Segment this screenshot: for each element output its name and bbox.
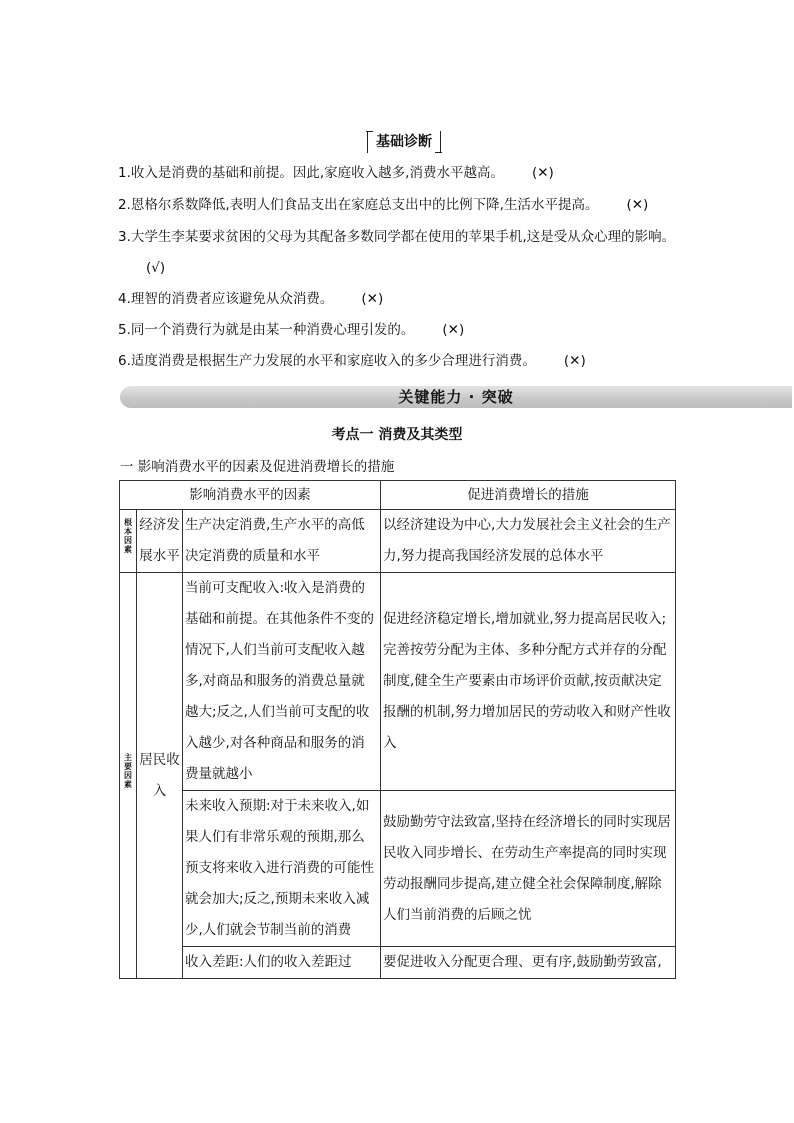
factor-description: 生产决定消费,生产水平的高低决定消费的质量和水平 — [183, 510, 381, 573]
diagnostic-item-3: 3.大学生李某要求贫困的父母为其配备多数同学都在使用的苹果手机,这是受从众心理的影响。(√) — [118, 229, 676, 276]
diagnostic-item-1: 1.收入是消费的基础和前提。因此,家庭收入越多,消费水平越高。 (✕) — [118, 165, 554, 181]
measure-description: 要促进收入分配更合理、更有序,鼓励勤劳致富, — [381, 947, 676, 979]
factors-table — [119, 480, 676, 979]
factor-description: 当前可支配收入:收入是消费的基础和前提。在其他条件不变的情况下,人们当前可支配收入越多,对商品和服务的消费总量就越大;反之,人们当前可支配的收入越少,对各种商品和服务的消费量就越小 — [183, 573, 381, 791]
answer-mark: (✕) — [626, 197, 649, 213]
table-row — [120, 947, 676, 979]
topic-heading: 考点一 消费及其类型 — [331, 427, 463, 443]
factor-economic-level: 经济发展水平 — [137, 510, 183, 573]
factor-income: 居民收入 — [137, 573, 183, 979]
section-label: 基础诊断 — [367, 131, 441, 153]
table-header-row — [120, 481, 676, 510]
answer-mark: (✕) — [531, 165, 554, 181]
measure-description: 促进经济稳定增长,增加就业,努力提高居民收入;完善按劳分配为主体、多种分配方式并存的分配制度,健全生产要素由市场评价贡献,按贡献决定报酬的机制,努力增加居民的劳动收入和财产性收入 — [381, 573, 676, 791]
diagnostic-item-6: 6.适度消费是根据生产力发展的水平和家庭收入的多少合理进行消费。 (✕) — [118, 353, 586, 369]
table-header-factors: 影响消费水平的因素 — [120, 481, 381, 510]
diagnostic-item-5: 5.同一个消费行为就是由某一种消费心理引发的。 (✕) — [118, 322, 465, 338]
table-row — [120, 791, 676, 947]
measure-description: 鼓励勤劳守法致富,坚持在经济增长的同时实现居民收入同步增长、在劳动生产率提高的同时实现劳动报酬同步提高,建立健全社会保障制度,解除人们当前消费的后顾之忧 — [381, 791, 676, 947]
group-label-main: 主要因素 — [120, 573, 137, 979]
factor-description: 收入差距:人们的收入差距过 — [183, 947, 381, 979]
group-label-root: 根本因素 — [120, 510, 137, 573]
section-banner: 关键能力 · 突破 — [120, 386, 792, 408]
diagnostic-item-2: 2.恩格尔系数降低,表明人们食品支出在家庭总支出中的比例下降,生活水平提高。 (✕) — [118, 197, 649, 213]
answer-mark: (✕) — [563, 353, 586, 369]
table-header-measures: 促进消费增长的措施 — [381, 481, 676, 510]
measure-description: 以经济建设为中心,大力发展社会主义社会的生产力,努力提高我国经济发展的总体水平 — [381, 510, 676, 573]
table-row — [120, 510, 676, 573]
diagnostic-item-4: 4.理智的消费者应该避免从众消费。 (✕) — [118, 291, 384, 307]
answer-mark: (✕) — [361, 291, 384, 307]
table-row — [120, 573, 676, 791]
answer-mark: (✕) — [442, 322, 465, 338]
factor-description: 未来收入预期:对于未来收入,如果人们有非常乐观的预期,那么预支将来收入进行消费的可能性就会加大;反之,预期未来收入减少,人们就会节制当前的消费 — [183, 791, 381, 947]
sub-heading: 一 影响消费水平的因素及促进消费增长的措施 — [120, 459, 395, 475]
answer-mark: (√) — [146, 260, 166, 276]
